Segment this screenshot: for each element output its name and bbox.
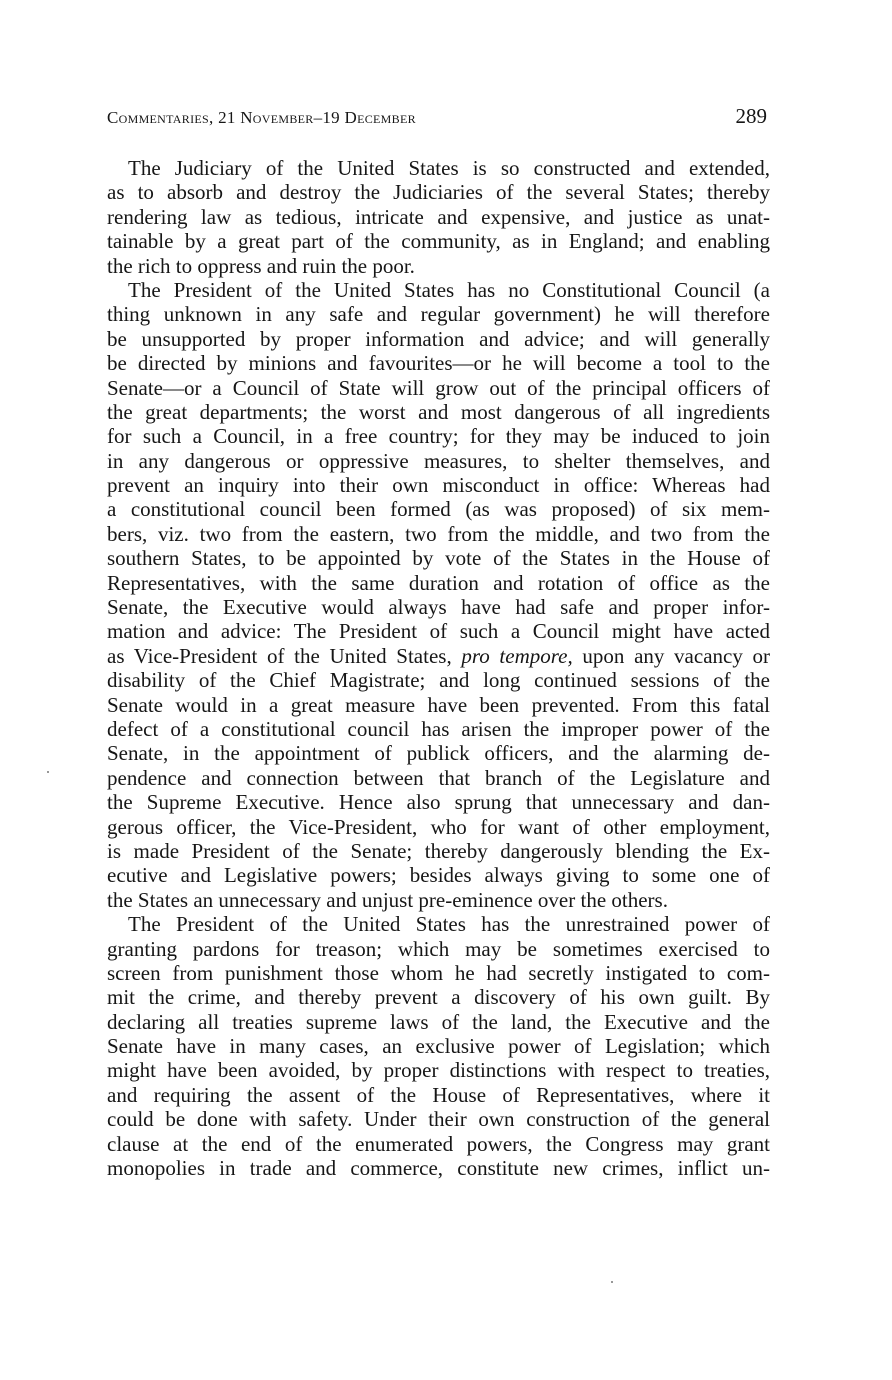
text-line: in any dangerous or oppressive measures, to shelter themselves, and <box>107 448 770 473</box>
print-speck <box>47 771 49 773</box>
text-line: the Supreme Executive. Hence also sprung that unnecessary and dan- <box>107 790 770 815</box>
body-text <box>107 156 770 1180</box>
text-line: thing unknown in any safe and regular government) he will therefore <box>107 302 770 327</box>
paragraph <box>107 156 770 278</box>
text-line: The President of the United States has no Constitutional Council (a <box>128 277 770 302</box>
text-line: Senate—or a Council of State will grow out of the principal officers of <box>107 375 770 400</box>
text-line: Senate have in many cases, an exclusive power of Legislation; which <box>107 1034 770 1059</box>
text-line: rendering law as tedious, intricate and expensive, and justice as unat- <box>107 204 770 229</box>
text-line: prevent an inquiry into their own misconduct in office: Whereas had <box>107 473 770 498</box>
text-line: might have been avoided, by proper distinctions with respect to treaties, <box>107 1058 770 1083</box>
text-line: gerous officer, the Vice-President, who for want of other employment, <box>107 814 770 839</box>
line-segment: as Vice-President of the United States, <box>107 643 462 668</box>
text-line: mation and advice: The President of such a Council might have acted <box>107 619 770 644</box>
text-line: monopolies in trade and commerce, constitute new crimes, inflict un- <box>107 1156 770 1181</box>
text-line: clause at the end of the enumerated powers, the Congress may grant <box>107 1131 770 1156</box>
text-line: Representatives, with the same duration and rotation of office as the <box>107 570 770 595</box>
text-line: mit the crime, and thereby prevent a discovery of his own guilt. By <box>107 985 770 1010</box>
italic-phrase: pro tempore, <box>461 643 573 668</box>
text-line: is made President of the Senate; thereby dangerously blending the Ex- <box>107 838 770 863</box>
text-line: pendence and connection between that branch of the Legislature and <box>107 765 770 790</box>
text-line: the great departments; the worst and most dangerous of all ingredients <box>107 399 770 424</box>
text-line: tainable by a great part of the community, as in England; and enabling <box>107 229 770 254</box>
text-line: bers, viz. two from the eastern, two from the middle, and two from the <box>107 521 770 546</box>
line-segment: upon any vacancy or <box>572 643 770 668</box>
text-line: The President of the United States has the unrestrained power of <box>128 912 770 937</box>
text-line: as to absorb and destroy the Judiciaries of the several States; thereby <box>107 180 770 205</box>
text-line: The Judiciary of the United States is so constructed and extended, <box>128 156 770 180</box>
text-line: declaring all treaties supreme laws of the land, the Executive and the <box>107 1009 770 1034</box>
text-line: the rich to oppress and ruin the poor. <box>107 253 415 278</box>
text-line: the States an unnecessary and unjust pre-eminence over the others. <box>107 887 668 912</box>
page-number: 289 <box>735 104 767 128</box>
text-line: and requiring the assent of the House of Representatives, where it <box>107 1082 770 1107</box>
text-line: be directed by minions and favourites—or he will become a tool to the <box>107 351 770 376</box>
paragraph <box>107 278 770 912</box>
running-head <box>107 104 767 132</box>
text-line: disability of the Chief Magistrate; and long continued sessions of the <box>107 668 770 693</box>
print-speck <box>611 1281 613 1283</box>
text-line: screen from punishment those whom he had secretly instigated to com- <box>107 960 770 985</box>
text-line: Senate, in the appointment of publick officers, and the alarming de- <box>107 741 770 766</box>
text-line: be unsupported by proper information and advice; and will generally <box>107 326 770 351</box>
text-line: ecutive and Legislative powers; besides always giving to some one of <box>107 863 770 888</box>
text-line: for such a Council, in a free country; for they may be induced to join <box>107 424 770 449</box>
text-line: defect of a constitutional council has arisen the improper power of the <box>107 716 770 741</box>
text-line: Senate would in a great measure have been prevented. From this fatal <box>107 692 770 717</box>
text-line: granting pardons for treason; which may be sometimes exercised to <box>107 936 770 961</box>
text-line: Senate, the Executive would always have had safe and proper infor- <box>107 595 770 620</box>
text-line: could be done with safety. Under their own construction of the general <box>107 1107 770 1132</box>
text-line <box>107 644 770 668</box>
text-line: southern States, to be appointed by vote of the States in the House of <box>107 546 770 571</box>
text-line: a constitutional council been formed (as was proposed) of six mem- <box>107 497 770 522</box>
running-title: Commentaries, 21 November–19 December <box>107 108 416 127</box>
paragraph <box>107 912 770 1180</box>
